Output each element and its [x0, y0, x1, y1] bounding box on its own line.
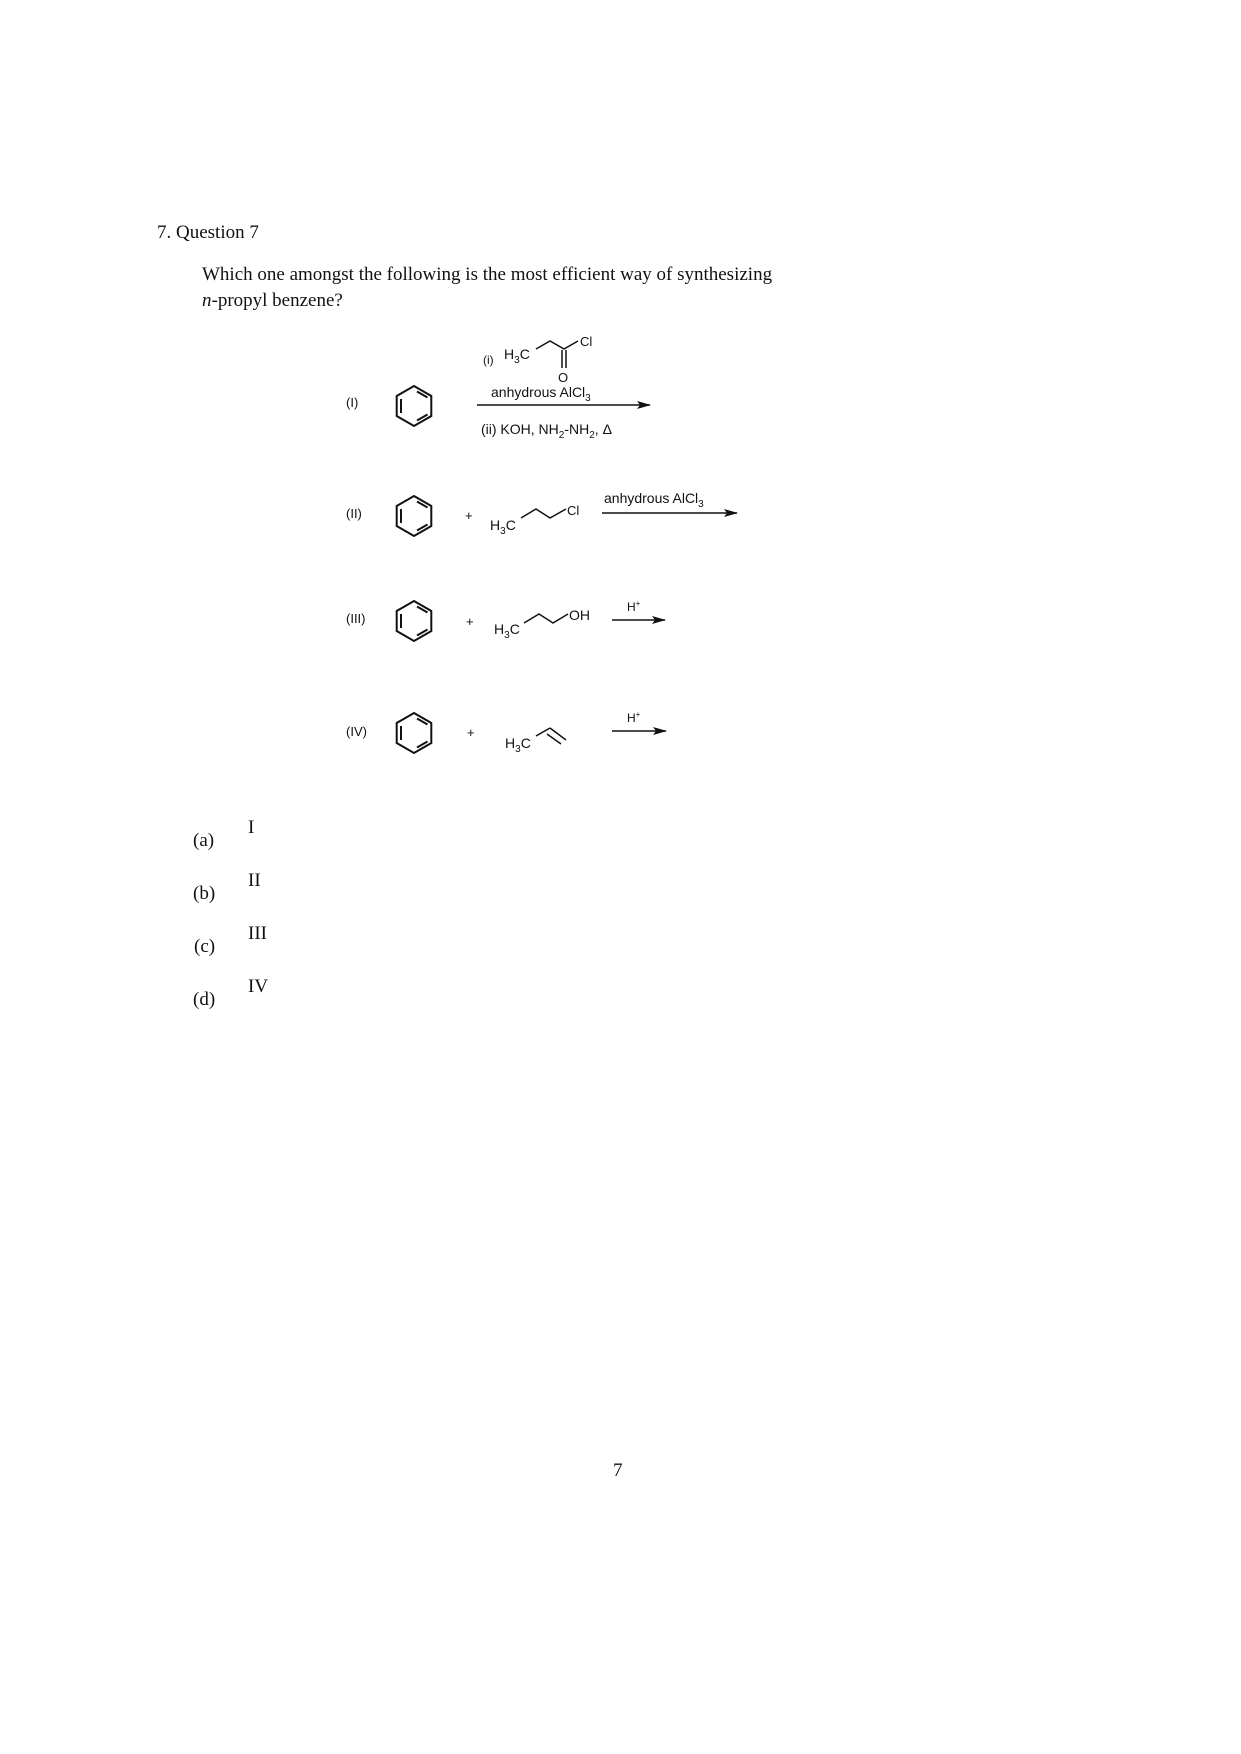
question-text-italic-n: n — [202, 290, 212, 311]
option-d-letter: (d) — [193, 989, 216, 1010]
svg-text:(i): (i) — [483, 353, 494, 367]
reaction-I-label: (I) — [346, 395, 359, 410]
svg-text:anhydrous AlCl3: anhydrous AlCl$_3$ — [604, 490, 704, 510]
svg-text:O: O — [558, 370, 569, 385]
option-b-value: II — [248, 870, 261, 891]
svg-text:(II): (II) — [346, 506, 362, 521]
svg-text:(III): (III) — [346, 611, 366, 626]
svg-text:(IV): (IV) — [346, 724, 367, 739]
reaction-III — [346, 599, 665, 641]
svg-text:H+: H+ — [627, 710, 641, 725]
option-b-letter: (b) — [193, 883, 216, 904]
svg-text:H3C: $H_3C$ — [504, 346, 530, 366]
svg-text:(ii) KOH, NH2-NH2, Δ: (ii) KOH, $NH_2-NH_2$, Δ — [481, 421, 612, 441]
svg-text:anhydrous AlCl3: anhydrous AlCl$_3$ — [491, 384, 591, 404]
option-d-value: IV — [248, 976, 269, 997]
svg-text:H3C: $H_3C$ — [505, 735, 531, 755]
svg-text:H+: H+ — [627, 599, 641, 614]
benzene-icon — [397, 386, 432, 426]
svg-text:Cl: Cl — [580, 334, 593, 349]
svg-text:Cl: Cl — [567, 503, 580, 518]
option-c-letter: (c) — [194, 936, 216, 957]
svg-text:H3C: $H_3C$ — [494, 621, 520, 641]
option-a-letter: (a) — [193, 830, 215, 851]
option-c-value: III — [248, 923, 267, 944]
option-a-value: I — [248, 817, 255, 838]
svg-text:+: + — [467, 725, 475, 740]
svg-text:H3C: $H_3C$ — [490, 517, 516, 537]
reaction-IV — [346, 710, 666, 755]
reaction-II — [346, 490, 737, 537]
question-number: 7. — [157, 222, 172, 243]
page-number: 7 — [613, 1460, 623, 1481]
question-text-line2: -propyl benzene? — [211, 290, 343, 311]
svg-text:+: + — [466, 614, 474, 629]
question-title: Question 7 — [176, 222, 259, 243]
question-text-line1: Which one amongst the following is the most efficient way of synthesizing — [202, 264, 773, 285]
svg-text:OH: OH — [569, 607, 590, 623]
reaction-I — [346, 334, 650, 441]
svg-text:+: + — [465, 508, 473, 523]
reaction-scheme-diagram — [0, 0, 1241, 800]
